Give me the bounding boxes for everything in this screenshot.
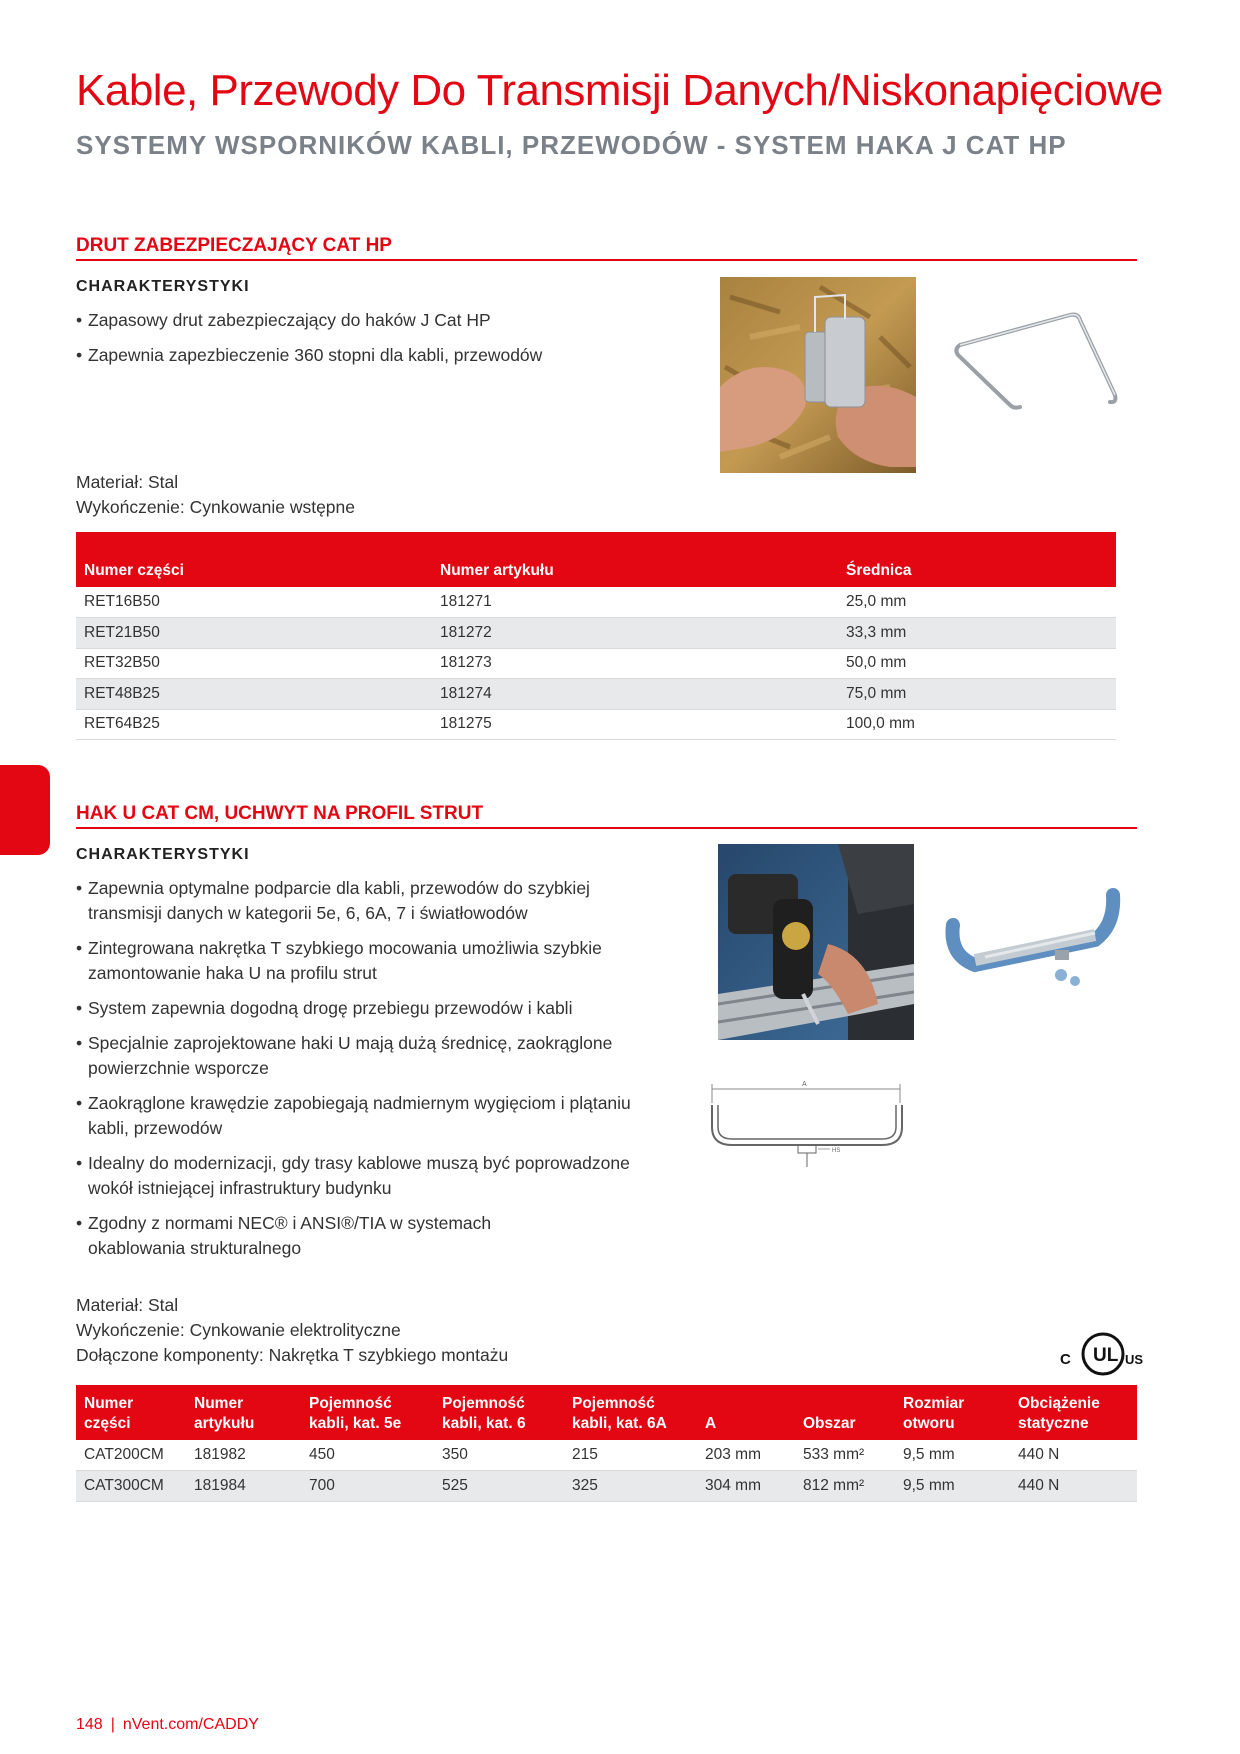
list-item: • Zintegrowana nakrętka T szybkiego mocowania umożliwia szybkie zamontowanie haka U na profilu strut: [76, 936, 686, 986]
retainer-spec-table: [76, 532, 1116, 740]
ul-logo-center-text: UL: [1093, 1345, 1119, 1366]
finish-line: Wykończenie: Cynkowanie elektrolityczne: [76, 1320, 401, 1340]
table-cell: 525: [434, 1471, 564, 1502]
table-cell: RET16B50: [76, 587, 432, 618]
list-item: • Zapewnia zapezbieczenie 360 stopni dla kabli, przewodów: [76, 343, 542, 368]
column-header: Pojemność kabli, kat. 6: [434, 1385, 564, 1440]
dimension-label-a: A: [802, 1081, 807, 1088]
dimension-drawing-illustration: [700, 1075, 915, 1175]
drill-photo-illustration: [718, 844, 914, 1040]
table-cell: 181275: [432, 709, 838, 740]
u-hook-dimension-drawing: [700, 1075, 915, 1175]
table-row: [76, 679, 1116, 710]
feature-list: [76, 876, 686, 1271]
characteristics-heading: CHARAKTERYSTYKI: [76, 846, 250, 863]
footer-link[interactable]: nVent.com/CADDY: [122, 1716, 259, 1733]
table-cell: 181271: [432, 587, 838, 618]
column-header: Numer artykułu: [186, 1385, 301, 1440]
table-row: [76, 1471, 1137, 1502]
ul-logo-icon: [1060, 1330, 1146, 1378]
table-cell: CAT200CM: [76, 1440, 186, 1471]
table-cell: CAT300CM: [76, 1471, 186, 1502]
table-cell: RET32B50: [76, 648, 432, 679]
list-item: • Specjalnie zaprojektowane haki U mają dużą średnicę, zaokrąglone powierzchnie wsporcze: [76, 1031, 686, 1081]
retainer-wire-illustration: [950, 305, 1130, 415]
finish-line: Wykończenie: Cynkowanie wstępne: [76, 497, 356, 517]
material-info: [76, 470, 355, 520]
table-cell: 50,0 mm: [838, 648, 1116, 679]
product-photo-installation: [720, 277, 916, 473]
table-cell: 100,0 mm: [838, 709, 1116, 740]
table-cell: 181982: [186, 1440, 301, 1471]
section-title-u-hook: HAK U CAT CM, UCHWYT NA PROFIL STRUT: [76, 803, 484, 824]
table-row: [76, 648, 1116, 679]
list-item: • System zapewnia dogodną drogę przebiegu przewodów i kabli: [76, 996, 686, 1021]
dimension-label-hs: HS: [832, 1148, 841, 1154]
column-header: Obciążenie statyczne: [1010, 1385, 1137, 1440]
table-cell: 700: [301, 1471, 434, 1502]
table-cell: 215: [564, 1440, 697, 1471]
table-cell: 304 mm: [697, 1471, 795, 1502]
product-image-retainer-wire: [950, 305, 1130, 415]
ul-certification-mark: [1060, 1330, 1146, 1378]
table-cell: 440 N: [1010, 1471, 1137, 1502]
section-rule: [76, 259, 1137, 261]
material-line: Materiał: Stal: [76, 1295, 179, 1315]
table-cell: 450: [301, 1440, 434, 1471]
table-cell: 25,0 mm: [838, 587, 1116, 618]
table-cell: 181273: [432, 648, 838, 679]
table-cell: 325: [564, 1471, 697, 1502]
list-item: • Zgodny z normami NEC® i ANSI®/TIA w systemach okablowania strukturalnego: [76, 1211, 686, 1261]
table-cell: RET48B25: [76, 679, 432, 710]
ul-logo-left-text: C: [1060, 1351, 1071, 1368]
table-row: [76, 709, 1116, 740]
page-number: 148: [76, 1716, 103, 1733]
column-header: Rozmiar otworu: [895, 1385, 1010, 1440]
table-cell: 75,0 mm: [838, 679, 1116, 710]
section-rule: [76, 827, 1137, 829]
table-cell: 181984: [186, 1471, 301, 1502]
column-header: Obszar: [795, 1385, 895, 1440]
feature-list: [76, 308, 542, 378]
page-subtitle: SYSTEMY WSPORNIKÓW KABLI, PRZEWODÓW - SYSTEM HAKA J CAT HP: [76, 130, 1067, 160]
table-cell: 440 N: [1010, 1440, 1137, 1471]
table-cell: RET64B25: [76, 709, 432, 740]
table-cell: 33,3 mm: [838, 618, 1116, 649]
column-header: Pojemność kabli, kat. 5e: [301, 1385, 434, 1440]
ul-logo-right-text: US: [1125, 1352, 1144, 1367]
u-hook-illustration: [945, 885, 1130, 1000]
table-cell: 9,5 mm: [895, 1471, 1010, 1502]
column-header: Średnica: [838, 532, 1116, 587]
product-photo-drill: [718, 844, 914, 1040]
characteristics-heading: CHARAKTERYSTYKI: [76, 278, 250, 295]
side-tab-marker: [0, 765, 50, 855]
table-row: [76, 1440, 1137, 1471]
footer-separator: |: [110, 1716, 115, 1733]
section-title-retainer: DRUT ZABEZPIECZAJĄCY CAT HP: [76, 235, 392, 256]
installation-photo-illustration: [720, 277, 916, 473]
column-header: Pojemność kabli, kat. 6A: [564, 1385, 697, 1440]
column-header: A: [697, 1385, 795, 1440]
table-cell: 203 mm: [697, 1440, 795, 1471]
table-cell: 350: [434, 1440, 564, 1471]
list-item: • Idealny do modernizacji, gdy trasy kablowe muszą być poprowadzone wokół istniejącej infrastruktury budynku: [76, 1151, 686, 1201]
column-header: Numer części: [76, 1385, 186, 1440]
table-cell: RET21B50: [76, 618, 432, 649]
column-header: Numer artykułu: [432, 532, 838, 587]
table-cell: 9,5 mm: [895, 1440, 1010, 1471]
components-line: Dołączone komponenty: Nakrętka T szybkiego montażu: [76, 1345, 509, 1365]
table-cell: 181274: [432, 679, 838, 710]
table-cell: 533 mm²: [795, 1440, 895, 1471]
product-image-u-hook: [945, 885, 1130, 1000]
page-title: Kable, Przewody Do Transmisji Danych/Niskonapięciowe: [76, 66, 1163, 115]
table-row: [76, 587, 1116, 618]
material-info: [76, 1293, 508, 1368]
column-header: Numer części: [76, 532, 432, 587]
table-cell: 181272: [432, 618, 838, 649]
table-cell: 812 mm²: [795, 1471, 895, 1502]
table-row: [76, 618, 1116, 649]
list-item: • Zaokrąglone krawędzie zapobiegają nadmiernym wygięciom i plątaniu kabli, przewodów: [76, 1091, 686, 1141]
list-item: • Zapewnia optymalne podparcie dla kabli, przewodów do szybkiej transmisji danych w kategorii 5e, 6, 6A, 7 i światłowodów: [76, 876, 686, 926]
u-hook-spec-table: [76, 1385, 1137, 1502]
material-line: Materiał: Stal: [76, 472, 179, 492]
page-footer: [76, 1716, 259, 1734]
list-item: • Zapasowy drut zabezpieczający do haków J Cat HP: [76, 308, 542, 333]
